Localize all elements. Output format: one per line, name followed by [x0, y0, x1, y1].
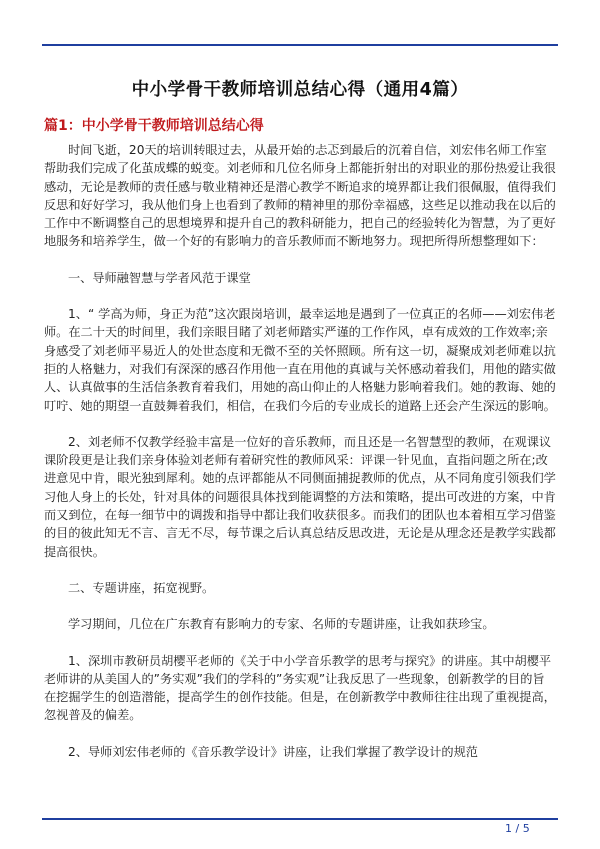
- page-indicator: 1 / 5: [505, 822, 530, 835]
- intro-paragraph: 时间飞逝，20天的培训转眼过去，从最开始的忐忑到最后的沉着自信，刘宏伟名师工作室帮助我们完成了化茧成蝶的蜕变。刘老师和几位名师身上都能折射出的对职业的那份热爱让我很感动，无论是教师的责任感与敬业精神还是潜心教学不断追求的境界都让我们很佩服，值得我们反思和好好学习，我从他们身上也看到了教师的精神里的那份幸福感，这些足以推动我在以后的工作中不断调整自己的思想境界和提升自己的教科研能力，把自己的经验转化为智慧，为了更好地服务和培养学生，做一个好的有影响力的音乐教师而不断地努力。现把所得所想整理如下：: [44, 143, 556, 249]
- footer-rule: [42, 818, 558, 820]
- header-rule: [42, 44, 558, 46]
- document-body: [44, 141, 556, 761]
- document-title: 中小学骨干教师培训总结心得（通用4篇）: [131, 80, 469, 100]
- paragraph-lectures-intro: 学习期间，几位在广东教育有影响力的专家、名师的专题讲座，让我如获珍宝。: [68, 617, 495, 632]
- paragraph-lecture-2: 2、导师刘宏伟老师的《音乐教学设计》讲座，让我们掌握了教学设计的规范: [68, 744, 478, 759]
- paragraph-lecture-1: 1、深圳市教研员胡樱平老师的《关于中小学音乐教学的思考与探究》的讲座。其中胡樱平老师讲的从美国人的”务实观”我们的学科的”务实观”让我反思了一些现象，创新教学的目的旨在挖掘学生的创造潜能，提高学生的创作技能。但是，在创新教学中教师往往出现了重视提高，忽视普及的偏差。: [44, 653, 556, 723]
- subheading-mentor: 一、导师融智慧与学者风范于课堂: [68, 270, 251, 285]
- paragraph-mentor-1: 1、“ 学高为师，身正为范”这次跟岗培训，最幸运地是遇到了一位真正的名师——刘宏伟老师。在二十天的时间里，我们亲眼目睹了刘老师踏实严谨的工作作风，卓有成效的工作效率;亲身感受了刘老师平易近人的处世态度和无微不至的关怀照顾。所有这一切，凝聚成刘老师难以抗拒的人格魅力，对我们有深深的感召作用他一直在用他的真诚与关怀感动着我们，用他的踏实做人、认真做事的生活信条教育着我们，用她的高山仰止的人格魅力影响着我们。她的教诲、她的叮咛、她的期望一直鼓舞着我们，相信，在我们今后的专业成长的道路上还会产生深远的影响。: [44, 307, 556, 413]
- section-title: 篇1：中小学骨干教师培训总结心得: [44, 118, 264, 134]
- subheading-lectures: 二、专题讲座，拓宽视野。: [68, 580, 215, 595]
- paragraph-mentor-2: 2、刘老师不仅教学经验丰富是一位好的音乐教师，而且还是一名智慧型的教师，在观课议课阶段更是让我们亲身体验刘老师有着研究性的教师风采：评课一针见血，直指问题之所在;改进意见中肯，眼光独到犀利。她的点评都能从不同侧面捕捉教师的优点，从不同角度引领我们学习他人身上的长处，针对具体的问题很具体找到能调整的方法和策略，提出可改进的方案，中肯而又到位，在每一细节中的调拨和指导中都让我们收获很多。而我们的团队也本着相互学习借鉴的目的彼此知无不言、言无不尽，每节课之后认真总结反思改进，无论是从理念还是教学实践都提高很快。: [44, 434, 556, 559]
